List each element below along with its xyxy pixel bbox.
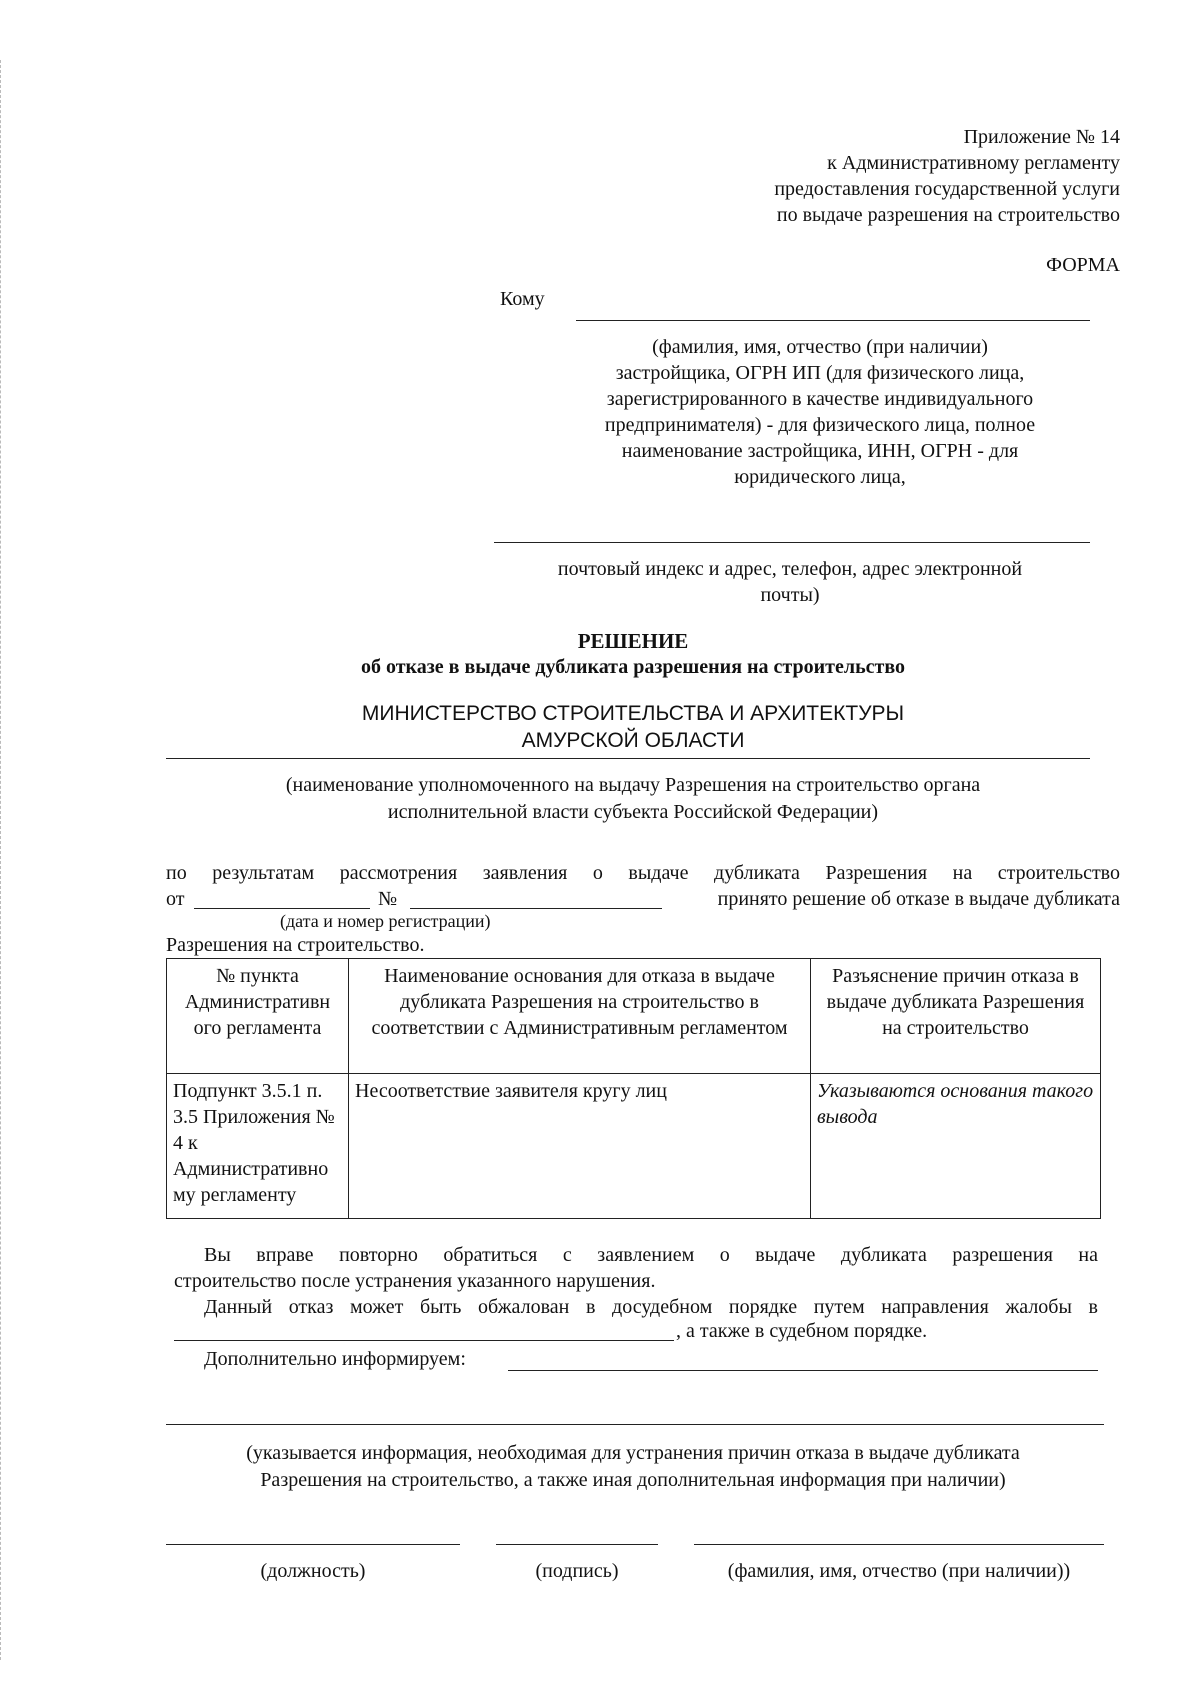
authority-name-line: АМУРСКОЙ ОБЛАСТИ xyxy=(521,729,745,752)
applicant-hint-line: юридического лица, xyxy=(734,466,906,488)
appeal-line-1: Данный отказ может быть обжалован в досудебном порядке путем направления жалобы в xyxy=(204,1296,1098,1318)
applicant-hint xyxy=(560,334,1080,490)
header-explanation: Разъяснение причин отказа в выдаче дубликата Разрешения на строительство xyxy=(811,959,1101,1074)
body-line-2-tail: принято решение об отказе в выдаче дубликата xyxy=(717,888,1120,910)
number-label: № xyxy=(378,888,398,910)
applicant-hint-line: наименование застройщика, ИНН, ОГРН - для xyxy=(621,440,1019,462)
header-clause: № пункта Административн ого регламента xyxy=(167,959,349,1074)
authority-hint-line: исполнительной власти субъекта Российской Федерации) xyxy=(387,801,879,823)
date-hint: (дата и номер регистрации) xyxy=(280,911,491,931)
decision-subtitle: об отказе в выдаче дубликата разрешения на строительство xyxy=(360,656,906,678)
applicant-hint-line: (фамилия, имя, отчество (при наличии) xyxy=(652,336,988,358)
info-hint-line: Разрешения на строительство, а также иная дополнительная информация при наличии) xyxy=(260,1469,1006,1491)
body-line-1: по результатам рассмотрения заявления о выдаче дубликата Разрешения на строительство xyxy=(166,862,1120,884)
appeal-authority-line xyxy=(174,1340,674,1341)
retry-line-2: строительство после устранения указанного нарушения. xyxy=(174,1270,656,1292)
recipient-name-line xyxy=(576,320,1090,321)
address-hint-line: почтовый индекс и адрес, телефон, адрес электронной xyxy=(557,558,1023,580)
name-signature-line xyxy=(694,1544,1104,1545)
appeal-line-2: , а также в судебном порядке. xyxy=(676,1320,928,1342)
appendix-reference: к Административному регламенту xyxy=(827,152,1120,174)
position-signature-line xyxy=(166,1544,460,1545)
address-hint xyxy=(510,556,1070,608)
name-caption: (фамилия, имя, отчество (при наличии)) xyxy=(727,1560,1071,1582)
authority-name-line: МИНИСТЕРСТВО СТРОИТЕЛЬСТВА И АРХИТЕКТУРЫ xyxy=(361,702,905,725)
table-row xyxy=(167,1074,1101,1219)
refusal-grounds-table xyxy=(166,958,1101,1219)
body-line-3: Разрешения на строительство. xyxy=(166,934,425,956)
cell-ground: Несоответствие заявителя кругу лиц xyxy=(349,1074,811,1219)
applicant-hint-line: предпринимателя) - для физического лица, полное xyxy=(604,414,1036,436)
table-header-row xyxy=(167,959,1101,1074)
authority-line xyxy=(166,758,1090,759)
appendix-service: предоставления государственной услуги xyxy=(774,178,1120,200)
authority-hint-line: (наименование уполномоченного на выдачу Разрешения на строительство органа xyxy=(285,774,981,796)
recipient-address-line xyxy=(494,542,1090,543)
additional-info-label: Дополнительно информируем: xyxy=(204,1348,466,1370)
form-label: ФОРМА xyxy=(1046,254,1120,276)
applicant-hint-line: зарегистрированного в качестве индивидуального xyxy=(606,388,1034,410)
from-label: от xyxy=(166,888,185,910)
appendix-number: Приложение № 14 xyxy=(963,126,1120,148)
applicant-hint-line: застройщика, ОГРН ИП (для физического лица, xyxy=(615,362,1025,384)
signature-line xyxy=(496,1544,658,1545)
info-hint xyxy=(166,1440,1100,1494)
retry-line-1: Вы вправе повторно обратиться с заявлением о выдаче дубликата разрешения на xyxy=(204,1244,1098,1266)
additional-info-line xyxy=(508,1370,1098,1371)
additional-info-line-2 xyxy=(166,1424,1104,1425)
header-ground: Наименование основания для отказа в выдаче дубликата Разрешения на строительство в соответствии с Административным регламентом xyxy=(349,959,811,1074)
to-label: Кому xyxy=(500,288,545,310)
scan-edge xyxy=(0,60,1,1660)
cell-explanation: Указываются основания такого вывода xyxy=(811,1074,1101,1219)
registration-number-line xyxy=(410,908,662,909)
position-caption: (должность) xyxy=(260,1560,366,1582)
authority-name xyxy=(166,700,1100,754)
cell-clause: Подпункт 3.5.1 п. 3.5 Приложения № 4 к Административно му регламенту xyxy=(167,1074,349,1219)
date-line xyxy=(194,908,370,909)
info-hint-line: (указывается информация, необходимая для устранения причин отказа в выдаче дубликата xyxy=(246,1442,1020,1464)
decision-title: РЕШЕНИЕ xyxy=(577,629,689,653)
address-hint-line: почты) xyxy=(760,584,820,606)
appendix-subject: по выдаче разрешения на строительство xyxy=(776,204,1120,226)
signature-caption: (подпись) xyxy=(535,1560,619,1582)
authority-hint xyxy=(166,772,1100,826)
